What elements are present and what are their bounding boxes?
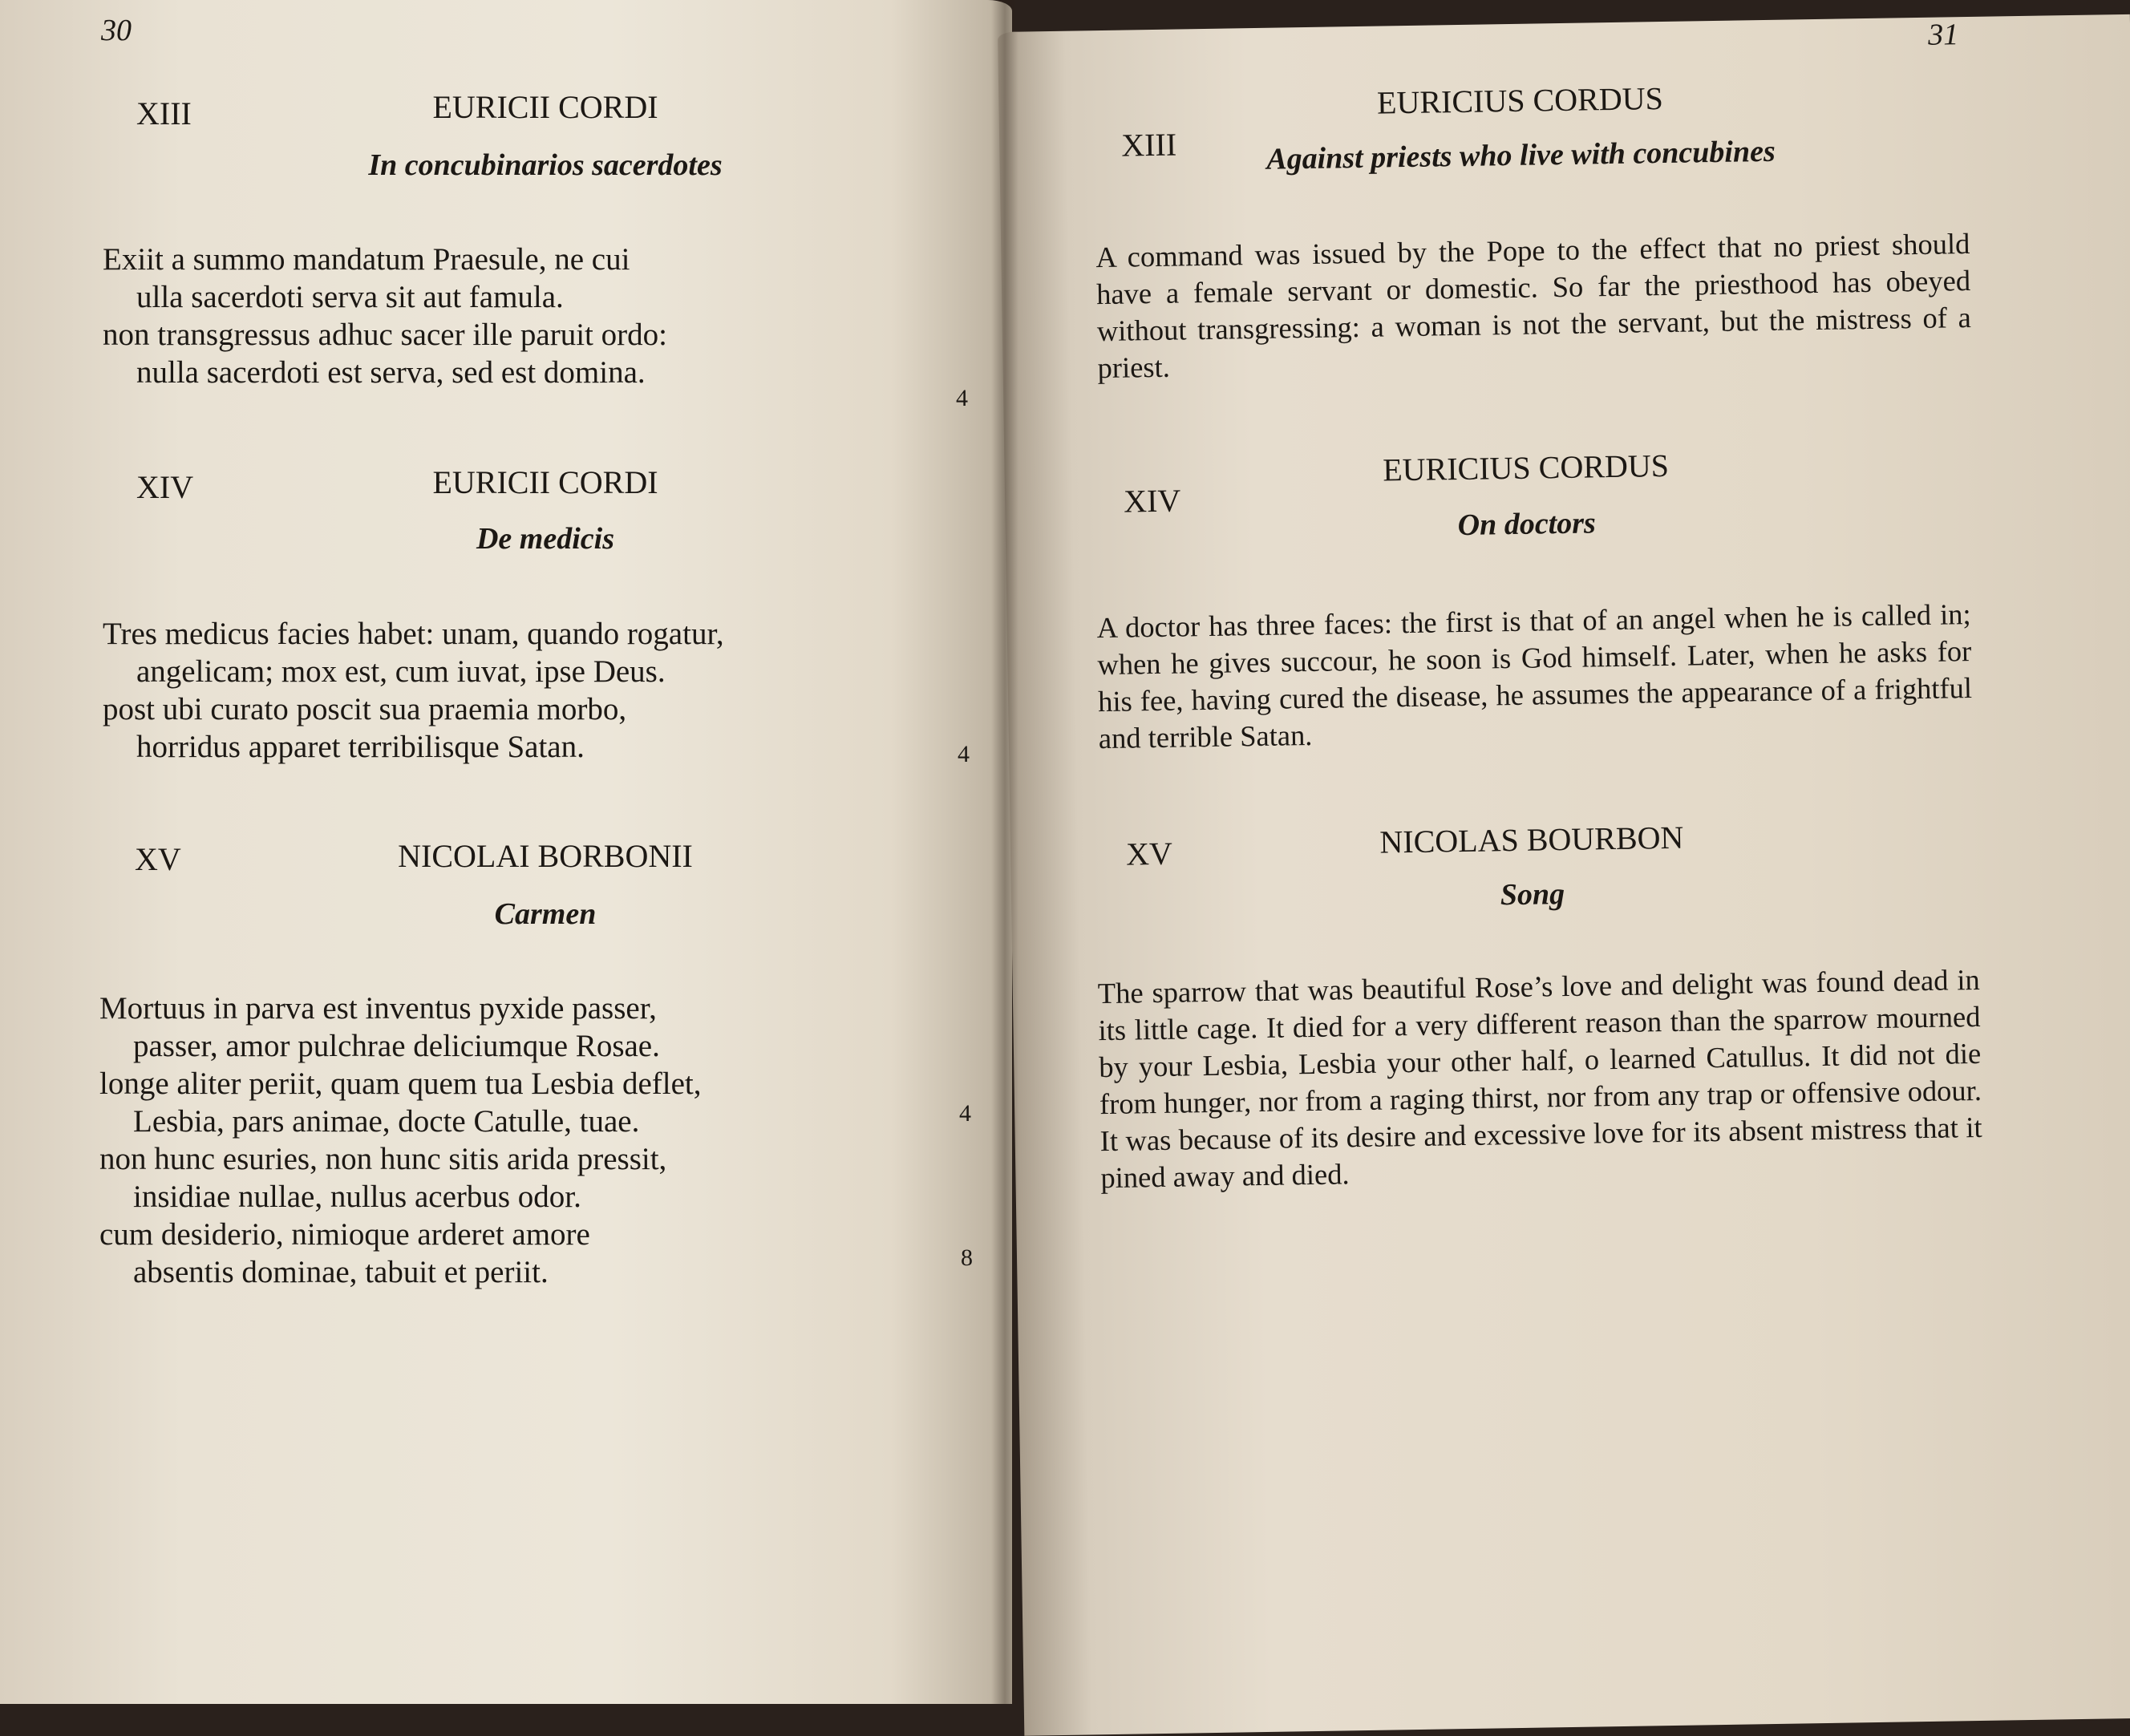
section-numeral: XIV: [1123, 482, 1181, 520]
verse-line: cum desiderio, nimioque arderet amore: [99, 1217, 590, 1252]
verse-line: absentis dominae, tabuit et periit.: [133, 1255, 549, 1289]
latin-poem: [103, 615, 724, 766]
section-title: In concubinarios sacerdotes: [368, 148, 723, 182]
verse-line: Tres medicus facies habet: unam, quando rogatur,: [103, 617, 724, 651]
section-author: EURICII CORDI: [432, 89, 658, 125]
verse-line: angelicam; mox est, cum iuvat, ipse Deus.: [136, 654, 666, 689]
verse-line: Mortuus in parva est inventus pyxide passer,: [99, 991, 657, 1026]
section-numeral: XV: [135, 841, 181, 877]
verse-line: passer, amor pulchrae deliciumque Rosae.: [133, 1029, 660, 1063]
line-number: 4: [959, 1100, 971, 1127]
section-title: De medicis: [476, 522, 614, 556]
section-author: EURICIUS CORDUS: [1382, 447, 1670, 488]
verse-line: Exiit a summo mandatum Praesule, ne cui: [103, 242, 630, 277]
verse-line: nulla sacerdoti est serva, sed est domina.: [136, 355, 646, 390]
right-page: [998, 14, 2130, 1736]
section-numeral: XV: [1125, 835, 1173, 872]
section-author: NICOLAI BORBONII: [398, 838, 693, 874]
section-title: Song: [1500, 877, 1565, 913]
translation-text: A doctor has three faces: the first is that of an angel when he is called in; when he gives succour, he soon is God himself. Later, when he asks for his fee, having cured the disease, he assumes the appearance of a frightful and terrible Satan.: [1096, 597, 1973, 755]
verse-line: longe aliter periit, quam quem tua Lesbia deflet,: [99, 1066, 702, 1101]
verse-line: non hunc esuries, non hunc sitis arida pressit,: [99, 1142, 667, 1176]
section-title: On doctors: [1457, 506, 1597, 543]
line-number: 4: [958, 741, 970, 767]
verse-line: ulla sacerdoti serva sit aut famula.: [136, 280, 564, 314]
latin-poem: [103, 241, 667, 391]
left-page: [0, 0, 1012, 1704]
verse-line: insidiae nullae, nullus acerbus odor.: [133, 1180, 581, 1214]
line-number: 8: [961, 1244, 973, 1271]
verse-line: Lesbia, pars animae, docte Catulle, tuae.: [133, 1104, 640, 1139]
verse-line: post ubi curato poscit sua praemia morbo,: [103, 692, 627, 726]
translation-text: The sparrow that was beautiful Rose’s love and delight was found dead in its little cage. It died for a very different reason than the sparrow mourned by your Lesbia, Lesbia your other half, o learned Catullus. It did not die from hunger, nor from a raging thirst, nor from any trap or offensive odour. It was because of its desire and excessive love for its absent mistress that it pined away and died.: [1097, 962, 1982, 1195]
section-numeral: XIII: [1120, 126, 1177, 164]
section-author: EURICIUS CORDUS: [1376, 79, 1664, 121]
section-numeral: XIV: [136, 469, 194, 505]
section-author: NICOLAS BOURBON: [1379, 819, 1684, 860]
verse-line: horridus apparet terribilisque Satan.: [136, 730, 585, 764]
line-number: 4: [956, 385, 968, 411]
section-title: Against priests who live with concubines: [1265, 134, 1776, 176]
page-number: 31: [1927, 18, 1959, 52]
page-number: 30: [101, 14, 132, 47]
translation-text: A command was issued by the Pope to the effect that no priest should have a female servant or domestic. So far the priesthood has obeyed without transgressing: a woman is not the servant, but the mistress of a priest.: [1095, 226, 1972, 385]
section-author: EURICII CORDI: [432, 464, 658, 500]
latin-poem: [99, 989, 701, 1291]
section-title: Carmen: [494, 897, 597, 931]
verse-line: non transgressus adhuc sacer ille paruit ordo:: [103, 318, 667, 352]
section-numeral: XIII: [136, 95, 192, 132]
